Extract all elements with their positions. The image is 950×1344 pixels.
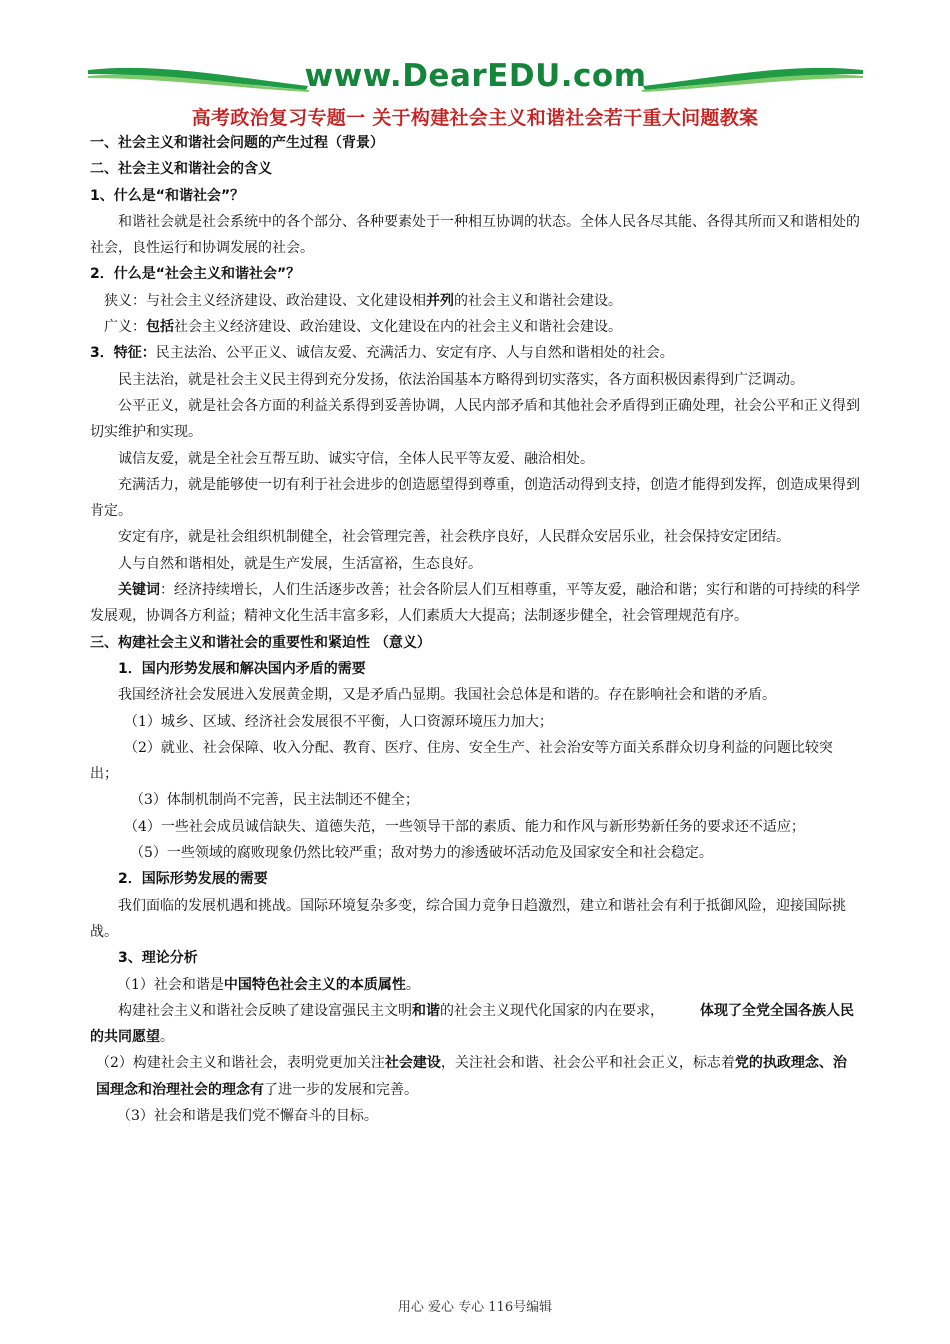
document-body bbox=[90, 130, 860, 1129]
text-span: 的社会主义和谐社会建设。 bbox=[454, 292, 622, 309]
keywords-paragraph bbox=[90, 577, 860, 630]
text-span: （2）构建社会主义和谐社会，表明党更加关注 bbox=[96, 1055, 385, 1072]
emphasis: 并列 bbox=[426, 292, 454, 309]
features-line bbox=[90, 340, 860, 366]
list-item: （5）一些领域的腐败现象仍然比较严重；敌对势力的渗透破坏活动危及国家安全和社会稳定。 bbox=[130, 845, 713, 862]
list-item: （4）一些社会成员诚信缺失、道德失范，一些领导干部的素质、能力和作风与新形势新任务的要求还不适应； bbox=[124, 818, 805, 835]
emphasis: 中国特色社会主义的本质属性 bbox=[223, 976, 406, 993]
features-label: 3．特征： bbox=[90, 345, 156, 362]
text-span: ：经济持续增长，人们生活逐步改善；社会各阶层人们互相尊重，平等友爱，融洽和谐；实行和谐的可持续的科学发展观，协调各方利益；精神文化生活丰富多彩，人们素质大大提高；法制逐步健全，社会管理规范有序。 bbox=[90, 582, 860, 625]
heading-background: 一、社会主义和谐社会问题的产生过程（背景） bbox=[90, 135, 384, 151]
text-span: 广义： bbox=[104, 319, 146, 336]
paragraph: 我们面临的发展机遇和挑战。国际环境复杂多变，综合国力竞争日趋激烈，建立和谐社会有利于抵御风险，迎接国际挑战。 bbox=[90, 897, 846, 940]
narrow-definition bbox=[90, 288, 860, 314]
broad-definition bbox=[90, 314, 860, 340]
question-2: 2．什么是“社会主义和谐社会”？ bbox=[90, 266, 301, 283]
heading-meaning: 二、社会主义和谐社会的含义 bbox=[90, 161, 272, 178]
paragraph: 公平正义，就是社会各方面的利益关系得到妥善协调，人民内部矛盾和其他社会矛盾得到正确处理，社会公平和正义得到切实维护和实现。 bbox=[90, 397, 860, 441]
emphasis: 党的执政理念、治国理念和治理社会的理念有 bbox=[96, 1055, 847, 1098]
list-item: （1）城乡、区域、经济社会发展很不平衡，人口资源环境压力加大； bbox=[124, 713, 553, 730]
emphasis: 包括 bbox=[146, 319, 174, 336]
subheading-theory: 3、理论分析 bbox=[118, 950, 198, 967]
text-span: 民主法治、公平正义、诚信友爱、充满活力、安定有序、人与自然和谐相处的社会。 bbox=[155, 345, 674, 362]
paragraph: 我国经济社会发展进入发展黄金期，又是矛盾凸显期。我国社会总体是和谐的。存在影响社会和谐的矛盾。 bbox=[118, 687, 776, 704]
text-span: 了进一步的发展和完善。 bbox=[264, 1081, 418, 1098]
paragraph: 民主法治，就是社会主义民主得到充分发扬，依法治国基本方略得到切实落实，各方面积极因素得到广泛调动。 bbox=[118, 371, 804, 388]
theory-point-1 bbox=[90, 972, 860, 998]
subheading-international: 2．国际形势发展的需要 bbox=[118, 871, 268, 888]
text-span: （1）社会和谐是 bbox=[117, 976, 224, 993]
text-span: ，关注社会和谐、社会公平和社会正义，标志着 bbox=[440, 1055, 735, 1072]
site-banner bbox=[88, 56, 863, 100]
list-item: （2）就业、社会保障、收入分配、教育、医疗、住房、安全生产、社会治安等方面关系群众切身利益的问题比较突出； bbox=[90, 739, 833, 783]
text-span: 的社会主义现代化国家的内在要求， bbox=[440, 1002, 664, 1019]
site-url: www.DearEDU.com bbox=[304, 58, 647, 94]
text-span: 构建社会主义和谐社会反映了建设富强民主文明 bbox=[118, 1002, 412, 1019]
list-item: （3）体制机制尚不完善，民主法制还不健全； bbox=[130, 792, 419, 809]
theory-point-2 bbox=[90, 1050, 860, 1103]
paragraph: 安定有序，就是社会组织机制健全，社会管理完善，社会秩序良好，人民群众安居乐业，社会保持安定团结。 bbox=[118, 529, 790, 546]
question-1: 1、什么是“和谐社会”？ bbox=[90, 187, 245, 204]
subheading-domestic: 1．国内形势发展和解决国内矛盾的需要 bbox=[118, 660, 366, 677]
emphasis: 体现了全党全国各族人民的共同愿望 bbox=[90, 1002, 854, 1046]
emphasis: 和谐 bbox=[412, 1002, 440, 1019]
page-footer: 用心 爱心 专心 116号编辑 bbox=[397, 1300, 553, 1315]
text-span: 。 bbox=[405, 976, 420, 993]
theory-point-3: （3）社会和谐是我们党不懈奋斗的目标。 bbox=[117, 1107, 378, 1124]
text-span: 狭义：与社会主义经济建设、政治建设、文化建设相 bbox=[104, 292, 426, 309]
text-span: 社会主义经济建设、政治建设、文化建设在内的社会主义和谐社会建设。 bbox=[174, 319, 622, 336]
page-title: 高考政治复习专题一 关于构建社会主义和谐社会若干重大问题教案 bbox=[191, 107, 759, 129]
paragraph: 充满活力，就是能够使一切有利于社会进步的创造愿望得到尊重，创造活动得到支持，创造才能得到发挥，创造成果得到肯定。 bbox=[90, 476, 860, 520]
text-span: 。 bbox=[160, 1029, 174, 1046]
heading-significance: 三、构建社会主义和谐社会的重要性和紧迫性 （意义） bbox=[90, 634, 431, 651]
paragraph: 人与自然和谐相处，就是生产发展，生活富裕，生态良好。 bbox=[118, 555, 482, 572]
theory-point-1-detail bbox=[90, 998, 860, 1051]
keywords-label: 关键词 bbox=[118, 582, 160, 599]
emphasis: 社会建设 bbox=[384, 1055, 441, 1072]
paragraph: 和谐社会就是社会系统中的各个部分、各种要素处于一种相互协调的状态。全体人民各尽其能、各得其所而又和谐相处的社会，良性运行和协调发展的社会。 bbox=[90, 213, 860, 257]
paragraph: 诚信友爱，就是全社会互帮互助、诚实守信，全体人民平等友爱、融洽相处。 bbox=[118, 450, 594, 467]
